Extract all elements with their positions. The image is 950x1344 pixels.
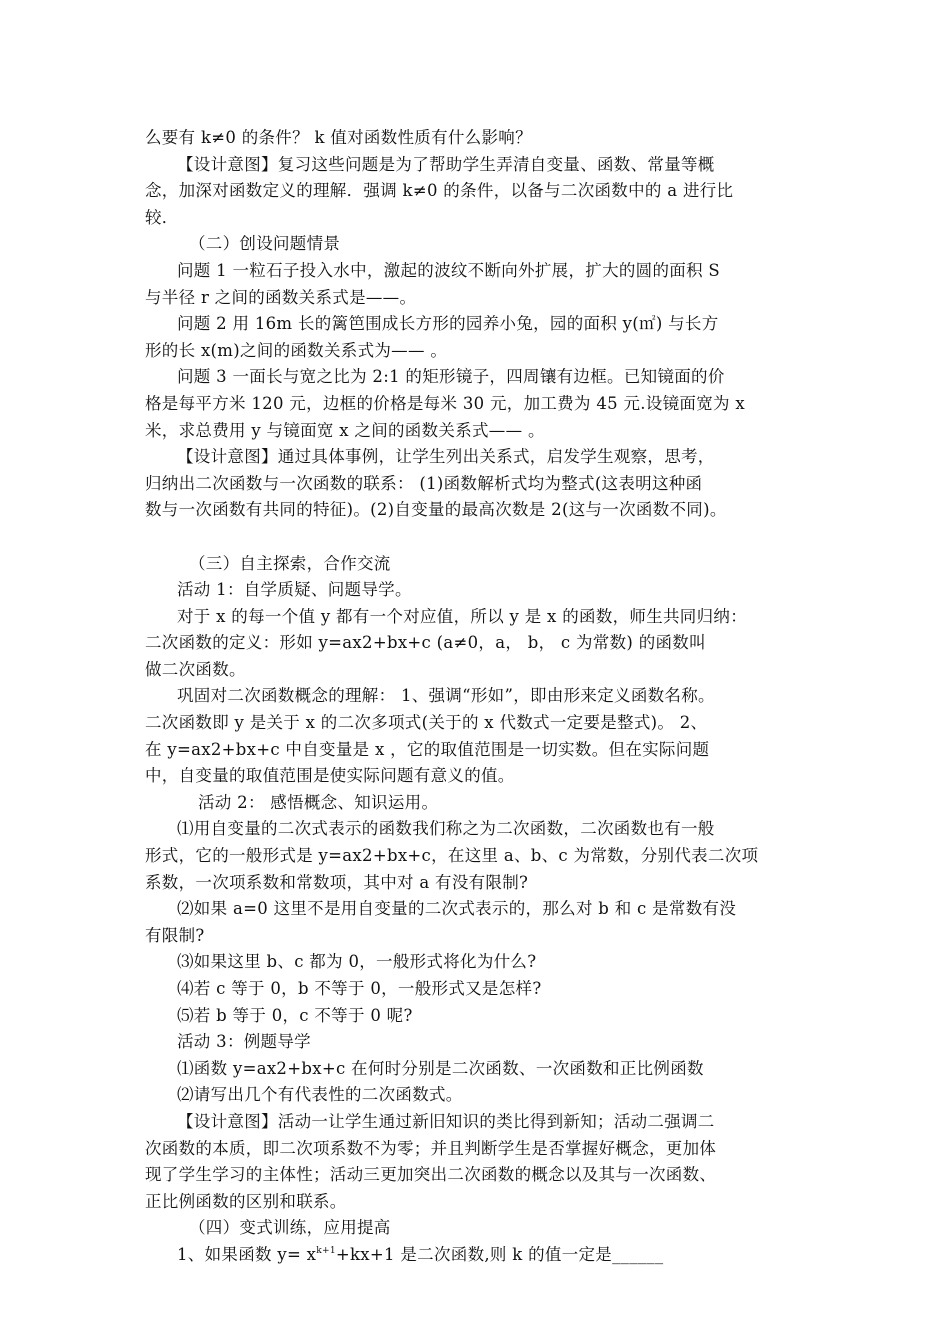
example-1: ⑴函数 y=ax2+bx+c 在何时分别是二次函数、一次函数和正比例函数 xyxy=(177,1058,704,1078)
question-3: ⑶如果这里 b、c 都为 0，一般形式将化为什么? xyxy=(177,952,537,972)
blank-line xyxy=(145,524,805,551)
question-4: ⑷若 c 等于 0，b 不等于 0，一般形式又是怎样? xyxy=(177,979,542,998)
text-line: 念，加深对函数定义的理解．强调 k≠0 的条件，以备与二次函数中的 a 进行比 xyxy=(145,181,734,201)
design-intent-paragraph: 【设计意图】复习这些问题是为了帮助学生弄清自变量、函数、常量等概 xyxy=(177,154,715,174)
text-line: 系数，一次项系数和常数项，其中对 a 有没有限制? xyxy=(145,872,529,892)
question-1: ⑴用自变量的二次式表示的函数我们称之为二次函数，二次函数也有一般 xyxy=(177,819,715,839)
text-line: 归纳出二次函数与一次函数的联系： (1)函数解析式均为整式(这表明这种函 xyxy=(145,473,703,493)
example-2: ⑵请写出几个有代表性的二次函数式。 xyxy=(177,1085,463,1105)
text-line: 巩固对二次函数概念的理解： 1、强调“形如”，即由形来定义函数名称。 xyxy=(177,686,715,706)
question-5: ⑸若 b 等于 0，c 不等于 0 呢? xyxy=(177,1005,413,1025)
text-line: 有限制? xyxy=(145,925,205,945)
text-line: 对于 x 的每一个值 y 都有一个对应值，所以 y 是 x 的函数，师生共同归纳： xyxy=(177,606,748,626)
exercise-1 xyxy=(145,1242,805,1269)
document-body xyxy=(145,125,805,1269)
text-line: 在 y=ax2+bx+c 中自变量是 x ，它的取值范围是一切实数。但在实际问题 xyxy=(145,739,710,759)
section-heading: （三）自主探索，合作交流 xyxy=(189,553,391,573)
problem-1: 问题 1 一粒石子投入水中，激起的波纹不断向外扩展，扩大的圆的面积 S xyxy=(177,260,721,280)
section-heading: （四）变式训练，应用提高 xyxy=(189,1218,391,1238)
design-intent-paragraph: 【设计意图】活动一让学生通过新旧知识的类比得到新知；活动二强调二 xyxy=(177,1111,715,1131)
text-line: 形式，它的一般形式是 y=ax2+bx+c，在这里 a、b、c 为常数，分别代表二次项 xyxy=(145,846,759,866)
exercise-suffix: +kx+1 是二次函数,则 k 的值一定是______ xyxy=(335,1244,664,1264)
problem-3: 问题 3 一面长与宽之比为 2:1 的矩形镜子，四周镶有边框。已知镜面的价 xyxy=(177,367,725,387)
text-line: 米，求总费用 y 与镜面宽 x 之间的函数关系式—— 。 xyxy=(145,420,545,440)
problem-2: 问题 2 用 16m 长的篱笆围成长方形的园养小兔，园的面积 y(㎡) 与长方 xyxy=(177,314,719,334)
section-heading: （二）创设问题情景 xyxy=(189,234,341,254)
exponent: k+1 xyxy=(316,1245,336,1256)
text-line: 么要有 k≠0 的条件？ k 值对函数性质有什么影响？ xyxy=(145,128,532,147)
text-line: 较． xyxy=(145,207,179,227)
text-line: 二次函数即 y 是关于 x 的二次多项式(关于的 x 代数式一定要是整式)。 2、 xyxy=(145,713,708,733)
text-line: 二次函数的定义：形如 y=ax2+bx+c (a≠0，a， b， c 为常数) 的函数叫 xyxy=(145,633,706,653)
text-line: 数与一次函数有共同的特征)。(2)自变量的最高次数是 2(这与一次函数不同)。 xyxy=(145,500,727,520)
text-line: 正比例函数的区别和联系。 xyxy=(145,1191,347,1211)
question-2: ⑵如果 a=0 这里不是用自变量的二次式表示的，那么对 b 和 c 是常数有没 xyxy=(177,899,737,919)
activity-heading: 活动 1：自学质疑、问题导学。 xyxy=(177,580,412,600)
design-intent-paragraph: 【设计意图】通过具体事例，让学生列出关系式，启发学生观察，思考， xyxy=(177,447,715,467)
text-line: 现了学生学习的主体性；活动三更加突出二次函数的概念以及其与一次函数、 xyxy=(145,1165,717,1185)
text-line: 与半径 r 之间的函数关系式是——。 xyxy=(145,287,417,307)
text-line: 中，自变量的取值范围是使实际问题有意义的值。 xyxy=(145,766,515,786)
activity-heading: 活动 2： 感悟概念、知识运用。 xyxy=(198,792,439,812)
text-line: 形的长 x(m)之间的函数关系式为—— 。 xyxy=(145,340,448,360)
activity-heading: 活动 3：例题导学 xyxy=(177,1032,311,1052)
exercise-prefix: 1、如果函数 y= x xyxy=(177,1244,317,1264)
text-line: 次函数的本质，即二次项系数不为零；并且判断学生是否掌握好概念，更加体 xyxy=(145,1138,717,1158)
text-line: 做二次函数。 xyxy=(145,659,246,679)
text-line: 格是每平方米 120 元，边框的价格是每米 30 元，加工费为 45 元.设镜面宽为 x xyxy=(145,393,745,413)
